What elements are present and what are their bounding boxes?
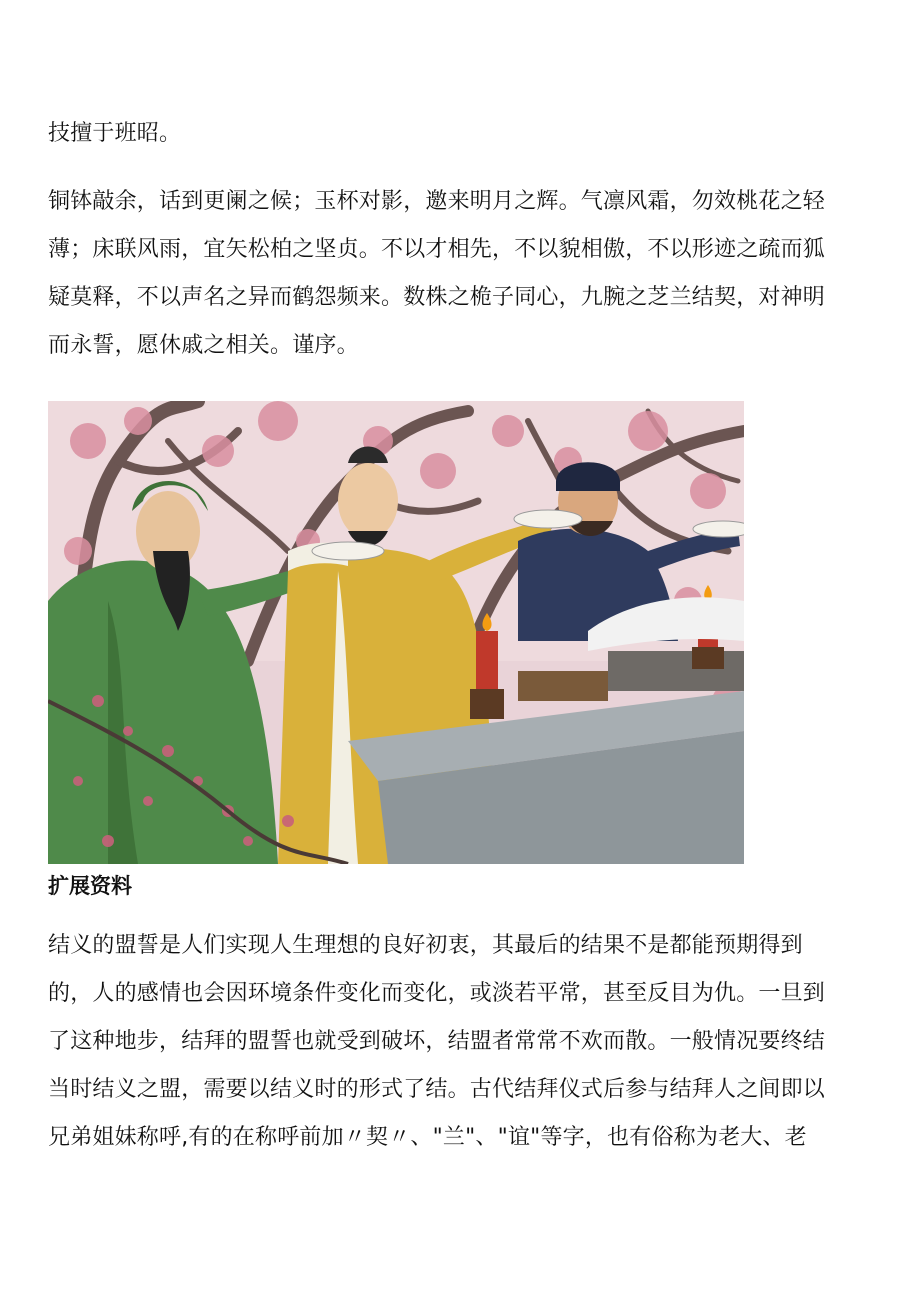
paragraph-extended <box>48 922 860 1162</box>
text-line: 铜钵敲余，话到更阑之候；玉杯对影，邀来明月之辉。气凛风霜，勿效桃花之轻 <box>48 189 826 214</box>
text-line: 而永誓，愿休戚之相关。谨序。 <box>48 333 359 358</box>
paragraph-vow <box>48 178 860 370</box>
text-line: 兄弟姐妹称呼,有的在称呼前加〃契〃、"兰"、"谊"等字，也有俗称为老大、老 <box>48 1125 807 1150</box>
text-line: 疑莫释，不以声名之异而鹤怨频来。数株之桅子同心，九腕之芝兰结契，对神明 <box>48 285 826 310</box>
text-line: 薄；床联风雨，宜矢松柏之坚贞。不以才相先，不以貌相傲，不以形迹之疏而狐 <box>48 237 826 262</box>
text-line: 了这种地步，结拜的盟誓也就受到破坏，结盟者常常不欢而散。一般情况要终结 <box>48 1029 826 1054</box>
paragraph-top <box>48 110 860 158</box>
illustration-peach-garden <box>48 401 744 864</box>
text-line: 技擅于班昭。 <box>48 121 182 146</box>
section-heading: 扩展资料 <box>48 874 132 898</box>
text-line: 当时结义之盟，需要以结义时的形式了结。古代结拜仪式后参与结拜人之间即以 <box>48 1077 826 1102</box>
text-line: 结义的盟誓是人们实现人生理想的良好初衷，其最后的结果不是都能预期得到 <box>48 933 803 958</box>
text-line: 的，人的感情也会因环境条件变化而变化，或淡若平常，甚至反目为仇。一旦到 <box>48 981 826 1006</box>
